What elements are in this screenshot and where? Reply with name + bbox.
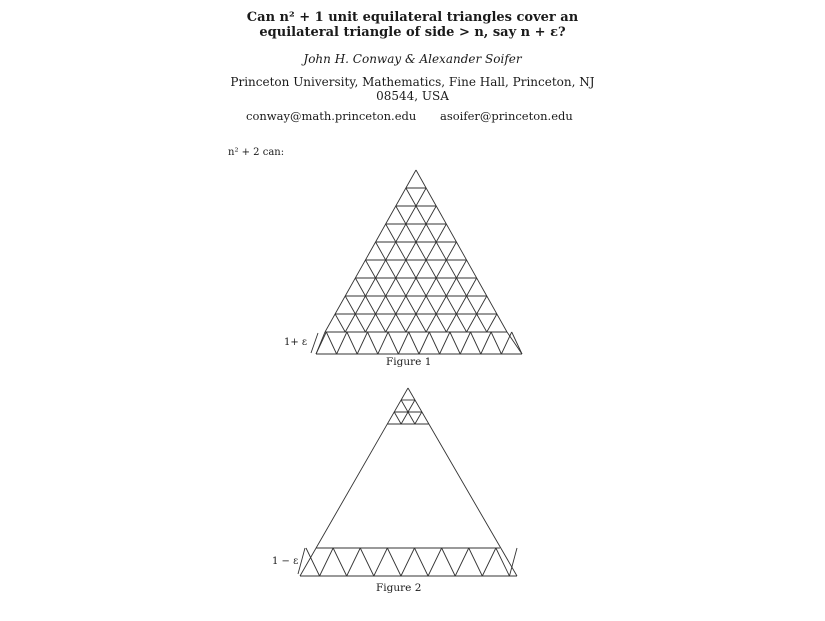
strip-triangle [326,332,336,354]
strip-triangle [469,548,483,576]
strip-triangle [460,332,470,354]
figure-2-caption: Figure 2 [376,582,422,594]
strip-triangle [491,332,501,354]
strip-triangle [450,332,460,354]
grid-diagonal [365,206,436,332]
strip-triangle [512,332,522,354]
affiliation-line-1: Princeton University, Mathematics, Fine Hall, Princeton, NJ [230,75,595,89]
strip-triangle [347,332,357,354]
strip-triangle [374,548,388,576]
email-soifer: asoifer@princeton.edu [440,109,573,123]
strip-triangle [471,332,481,354]
grid-diagonal [376,242,427,332]
strip-triangle [388,332,398,354]
grid-side [325,170,416,332]
figure-1-caption: Figure 1 [386,356,432,368]
grid-diagonal [335,314,345,332]
intro-text: n² + 2 can: [228,147,285,158]
strip-triangle [409,332,419,354]
email-conway: conway@math.princeton.edu [246,109,417,123]
top-grid-diagonal [394,412,401,424]
strip-triangle [428,548,442,576]
strip-triangle [442,548,456,576]
strip-triangle [440,332,450,354]
strip-triangle [455,548,469,576]
strip-triangle [378,332,388,354]
top-grid-diagonal [415,412,422,424]
grid-diagonal [487,314,497,332]
strip-triangle [415,548,429,576]
grid-diagonal [396,206,467,332]
dimension-marker [298,548,305,574]
strip-triangle [481,332,491,354]
strip-triangle [337,332,347,354]
figure-1-strip-label: 1+ ε [284,337,308,348]
strip-triangle [357,332,367,354]
strip-triangle [387,548,401,576]
figure-1-triangle [311,170,522,354]
authors: John H. Conway & Alexander Soifer [303,52,522,66]
strip-triangle [347,548,361,576]
paper-title-line-1: Can n² + 1 unit equilateral triangles cover an [246,10,579,25]
strip-triangle [429,332,439,354]
grid-side [416,170,507,332]
figure-2-strip-label: 1 − ε [272,556,299,567]
strip-triangle [509,548,517,576]
strip-triangle [320,548,334,576]
strip-triangle [398,332,408,354]
figure-2-triangle [298,388,517,576]
strip-side [507,332,522,354]
strip-triangle [496,548,510,576]
strip-triangle [482,548,496,576]
dimension-marker [311,333,318,353]
affiliation-line-2: 08544, USA [376,89,449,103]
strip-triangle [368,332,378,354]
strip-triangle [419,332,429,354]
strip-triangle [401,548,415,576]
paper-title-line-2: equilateral triangle of side > n, say n + ε? [259,25,566,40]
strip-triangle [333,548,347,576]
strip-triangle [360,548,374,576]
grid-diagonal [406,242,457,332]
strip-triangle [501,332,511,354]
